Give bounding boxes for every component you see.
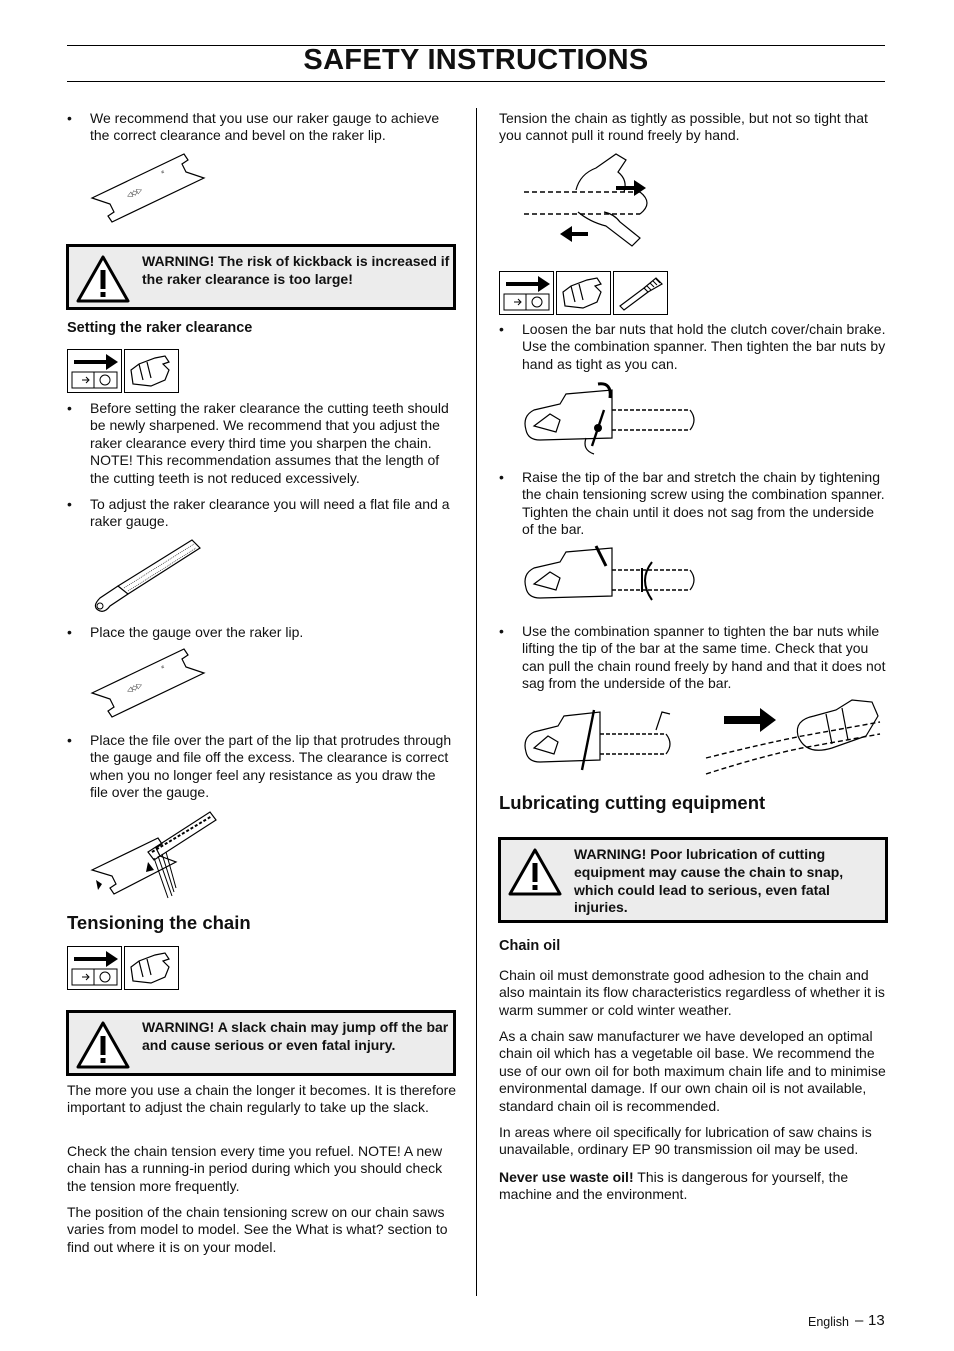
warning-box-kickback: WARNING! The risk of kickback is increased if the raker clearance is too large! <box>66 244 456 310</box>
para-screw-position: The position of the chain tensioning screw on our chain saws varies from model to model. See the What is what? section to find out where it is on your model. <box>67 1204 448 1255</box>
glove-icon <box>124 946 179 990</box>
heading-lubricating: Lubricating cutting equipment <box>499 792 766 813</box>
warning-triangle-icon <box>75 254 131 304</box>
raker-gauge-illustration <box>88 645 208 720</box>
glove-icon <box>556 271 611 315</box>
footer-language: English <box>808 1315 849 1329</box>
gauge-and-file-illustration <box>88 808 218 900</box>
raker-gauge-illustration <box>88 150 208 225</box>
svg-text:≡: ≡ <box>160 664 166 671</box>
hand-pull-chain-illustration <box>702 696 884 778</box>
never-waste-oil-bold: Never use waste oil! <box>499 1169 634 1185</box>
chainsaw-loosen-illustration <box>520 380 698 460</box>
tool-arrow-spanner-icon <box>499 271 554 315</box>
para-oil-adhesion: Chain oil must demonstrate good adhesion to the chain and also maintain its flow characteristics regardless of whether it is warm summer or cold winter weather. <box>499 967 885 1018</box>
heading-setting-raker: Setting the raker clearance <box>67 320 253 336</box>
svg-text:◁◇▷: ◁◇▷ <box>125 681 144 695</box>
glove-icon <box>124 349 179 393</box>
tool-arrow-spanner-icon <box>67 946 122 990</box>
page-number: 13 <box>868 1312 885 1329</box>
footer-dash: – <box>855 1312 864 1329</box>
para-ep90: In areas where oil specifically for lubrication of saw chains is unavailable, ordinary EP 90 transmission oil may be used. <box>499 1124 872 1158</box>
para-chain-longer: The more you use a chain the longer it becomes. It is therefore important to adjust the chain regularly to take up the slack. <box>67 1082 457 1116</box>
hands-pull-chain-illustration <box>520 150 670 252</box>
svg-text:◁◇▷: ◁◇▷ <box>125 186 144 200</box>
tool-arrow-spanner-icon <box>67 349 122 393</box>
warning-box-slack-chain: WARNING! A slack chain may jump off the bar and cause serious or even fatal injury. <box>66 1010 456 1076</box>
chainsaw-tighten-illustration <box>520 706 680 776</box>
para-never-waste-oil: Never use waste oil! This is dangerous for yourself, the machine and the environment. <box>499 1169 849 1203</box>
page-title: SAFETY INSTRUCTIONS <box>303 44 649 76</box>
warning-triangle-icon <box>507 847 563 897</box>
heading-chain-oil: Chain oil <box>499 938 561 954</box>
para-oil-manufacturer: As a chain saw manufacturer we have developed an optimal chain oil which has a vegetable oil base. We recommend the use of our own oil for both maximum chain life and to minimise environmental damage. If our own chain oil is not available, standard chain oil is recommended. <box>499 1028 886 1114</box>
warning-triangle-icon <box>75 1020 131 1070</box>
para-tension-tight: Tension the chain as tightly as possible, but not so tight that you cannot pull it round freely by hand. <box>499 110 868 144</box>
column-divider <box>476 108 477 1296</box>
para-check-tension: Check the chain tension every time you refuel. NOTE! A new chain has a running-in period during which you should check the tension more frequently. <box>67 1143 443 1194</box>
header-bottom-rule <box>67 81 885 82</box>
heading-tensioning-chain: Tensioning the chain <box>67 912 251 933</box>
svg-text:≡: ≡ <box>160 169 166 176</box>
flat-file-illustration <box>88 536 208 616</box>
chainsaw-tension-screw-illustration <box>520 542 698 612</box>
warning-box-lubrication: WARNING! Poor lubrication of cutting equipment may cause the chain to snap, which could lead to serious, even fatal injuries. <box>498 837 888 923</box>
brush-icon <box>613 271 668 315</box>
